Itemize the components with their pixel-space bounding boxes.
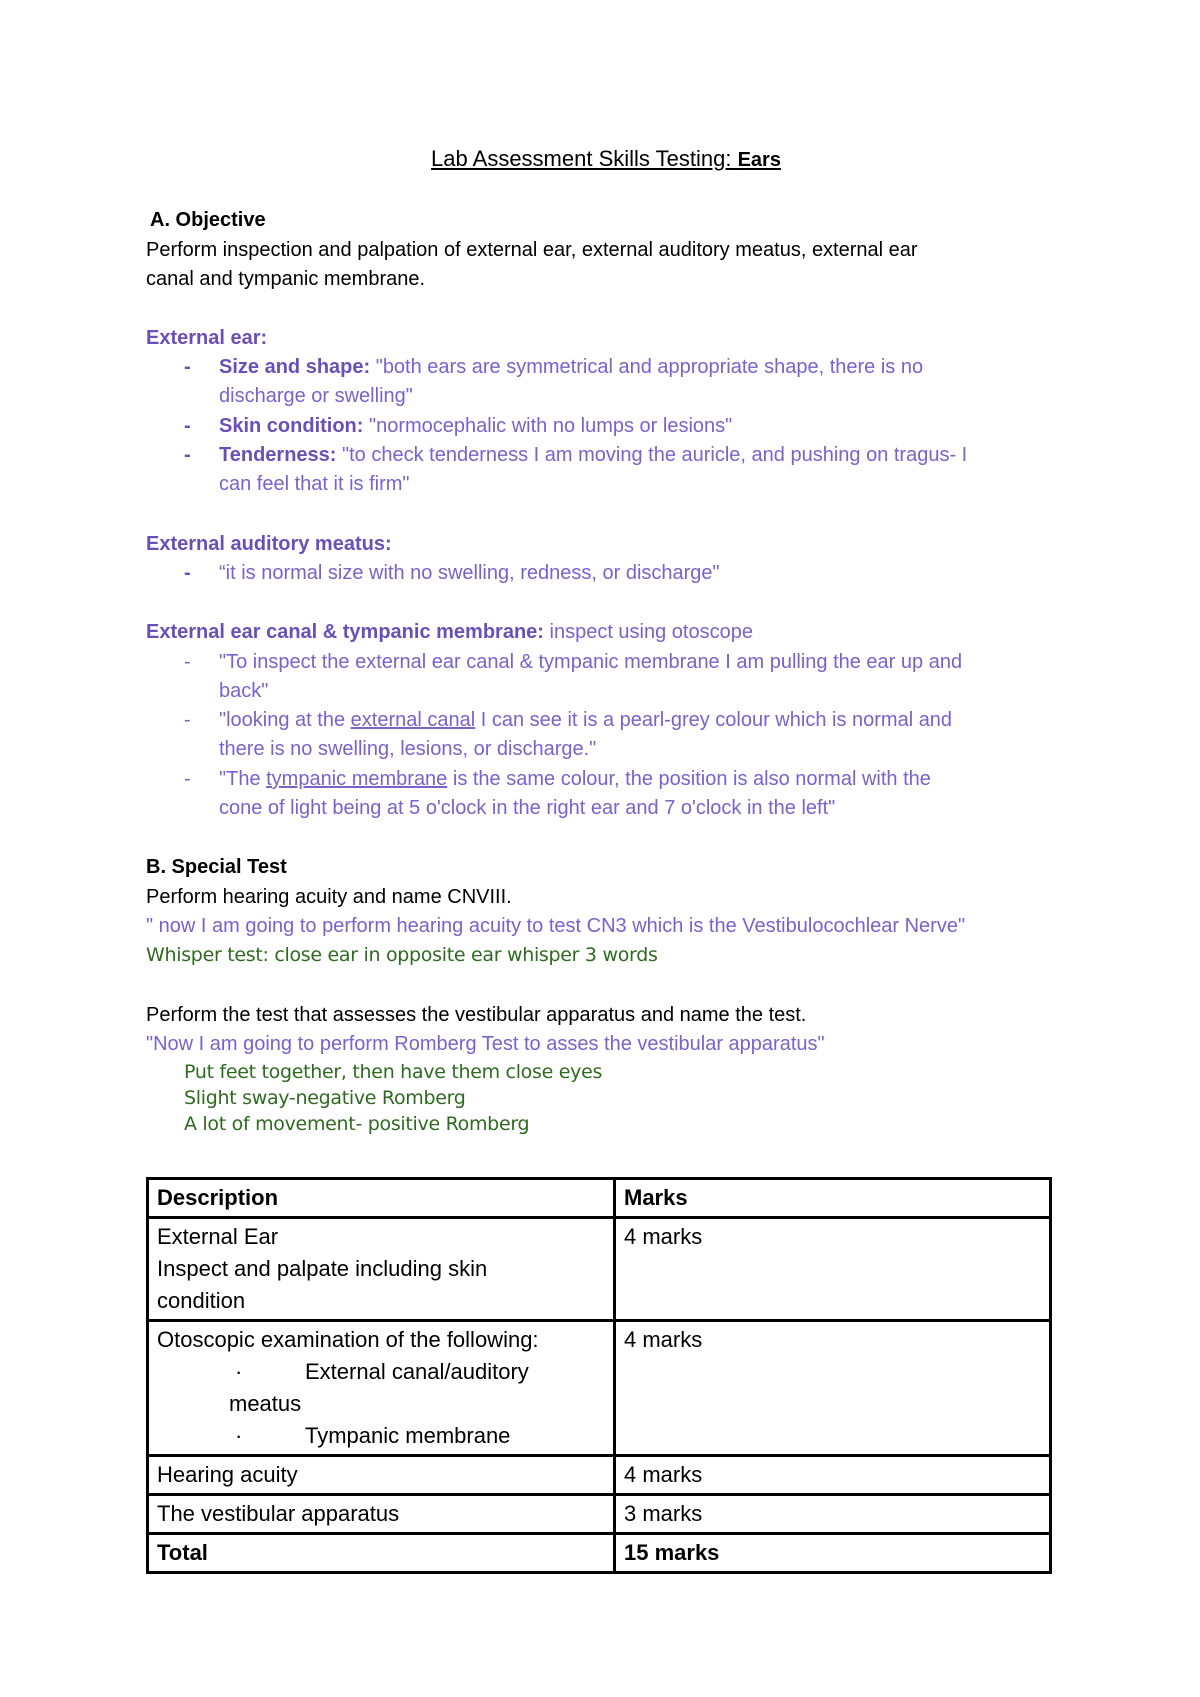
tenderness-item [219,441,967,470]
external-ear-heading: External ear: [146,327,268,349]
canal-b3-underline: tympanic membrane [266,768,448,790]
bullet-dash: - [184,562,191,584]
row2-line4: Tympanic membrane [305,1423,511,1448]
row2-line1: Otoscopic examination of the following: [157,1327,539,1352]
row-marks: 4 marks [615,1218,1051,1321]
tenderness-cont: can feel that it is firm" [219,473,410,495]
header-marks: Marks [615,1179,1051,1218]
objective-line-1: Perform inspection and palpation of external ear, external auditory meatus, external ear [146,239,918,261]
canal-b3-l1 [219,765,931,794]
special-note-4: A lot of movement- positive Romberg [184,1113,530,1135]
canal-heading-suffix: inspect using otoscope [543,621,753,643]
canal-b1-l2: back" [219,680,269,702]
special-note-1: Whisper test: close ear in opposite ear whisper 3 words [146,944,658,966]
total-label: Total [148,1534,615,1573]
special-quote-2: "Now I am going to perform Romberg Test to asses the vestibular apparatus" [146,1033,825,1055]
row2-line3: meatus [229,1391,302,1416]
bullet-dash: - [184,709,191,731]
canal-heading-bold: External ear canal & tympanic membrane: [146,621,544,643]
bullet-dash: - [184,415,191,437]
canal-b2-post: I can see it is a pearl-grey colour which is normal and [475,709,953,731]
row-description [148,1321,615,1456]
tenderness-label: Tenderness: [219,444,337,466]
table-row [148,1456,1051,1495]
size-shape-text: "both ears are symmetrical and appropriate shape, there is no [370,356,924,378]
tenderness-text: "to check tenderness I am moving the auricle, and pushing on tragus- I [336,444,968,466]
row-description [148,1218,615,1321]
canal-b2-l2: there is no swelling, lesions, or discharge." [219,738,597,760]
row2-sub-item [157,1420,605,1452]
canal-b3-pre: "The [219,768,267,790]
canal-b3-post: is the same colour, the position is also normal with the [447,768,931,790]
canal-b2-pre: "looking at the [219,709,351,731]
table-row [148,1321,1051,1456]
row-marks: 4 marks [615,1456,1051,1495]
bullet-dash: - [184,444,191,466]
special-line-1: Perform hearing acuity and name CNVIII. [146,886,512,908]
special-note-3: Slight sway-negative Romberg [184,1087,466,1109]
row1-line3: condition [157,1288,246,1313]
row-description: The vestibular apparatus [148,1495,615,1534]
marks-table [146,1177,1052,1574]
row-marks: 4 marks [615,1321,1051,1456]
row2-line2: External canal/auditory [305,1359,529,1384]
canal-b1-l1: "To inspect the external ear canal & tympanic membrane I am pulling the ear up and [219,651,963,673]
meatus-heading: External auditory meatus: [146,533,392,555]
section-b-heading: B. Special Test [146,856,287,878]
bullet-dash: - [184,356,191,378]
header-description: Description [148,1179,615,1218]
row2-sub-item [157,1356,605,1388]
title-text: Lab Assessment Skills Testing: [431,146,732,171]
row-marks: 3 marks [615,1495,1051,1534]
size-shape-label: Size and shape: [219,356,371,378]
objective-line-2: canal and tympanic membrane. [146,268,426,290]
special-note-2: Put feet together, then have them close eyes [184,1061,603,1083]
section-a-heading: A. Objective [150,209,266,231]
table-total-row [148,1534,1051,1573]
special-quote-1: " now I am going to perform hearing acuity to test CN3 which is the Vestibulocochlear Nerve" [146,915,966,937]
skin-item [219,412,732,441]
special-line-2: Perform the test that assesses the vestibular apparatus and name the test. [146,1004,807,1026]
canal-heading [146,618,753,647]
bullet-dash: - [184,651,191,673]
bullet-dash: - [184,768,191,790]
table-row [148,1495,1051,1534]
row-description: Hearing acuity [148,1456,615,1495]
row1-line2: Inspect and palpate including skin [157,1256,488,1281]
size-shape-item [219,353,923,382]
table-header-row [148,1179,1051,1218]
bullet-dot: · [235,1359,243,1384]
title-ears: Ears [737,149,781,171]
skin-text: "normocephalic with no lumps or lesions" [363,415,733,437]
bullet-dot: · [235,1423,243,1448]
row1-line1: External Ear [157,1224,279,1249]
skin-label: Skin condition: [219,415,364,437]
size-shape-cont: discharge or swelling" [219,385,413,407]
canal-b2-underline: external canal [350,709,476,731]
meatus-text: “it is normal size with no swelling, redness, or discharge" [219,562,720,584]
table-row [148,1218,1051,1321]
canal-b3-l2: cone of light being at 5 o'clock in the right ear and 7 o'clock in the left" [219,797,836,819]
page-title [146,146,1066,172]
canal-b2-l1 [219,706,952,735]
total-marks: 15 marks [615,1534,1051,1573]
